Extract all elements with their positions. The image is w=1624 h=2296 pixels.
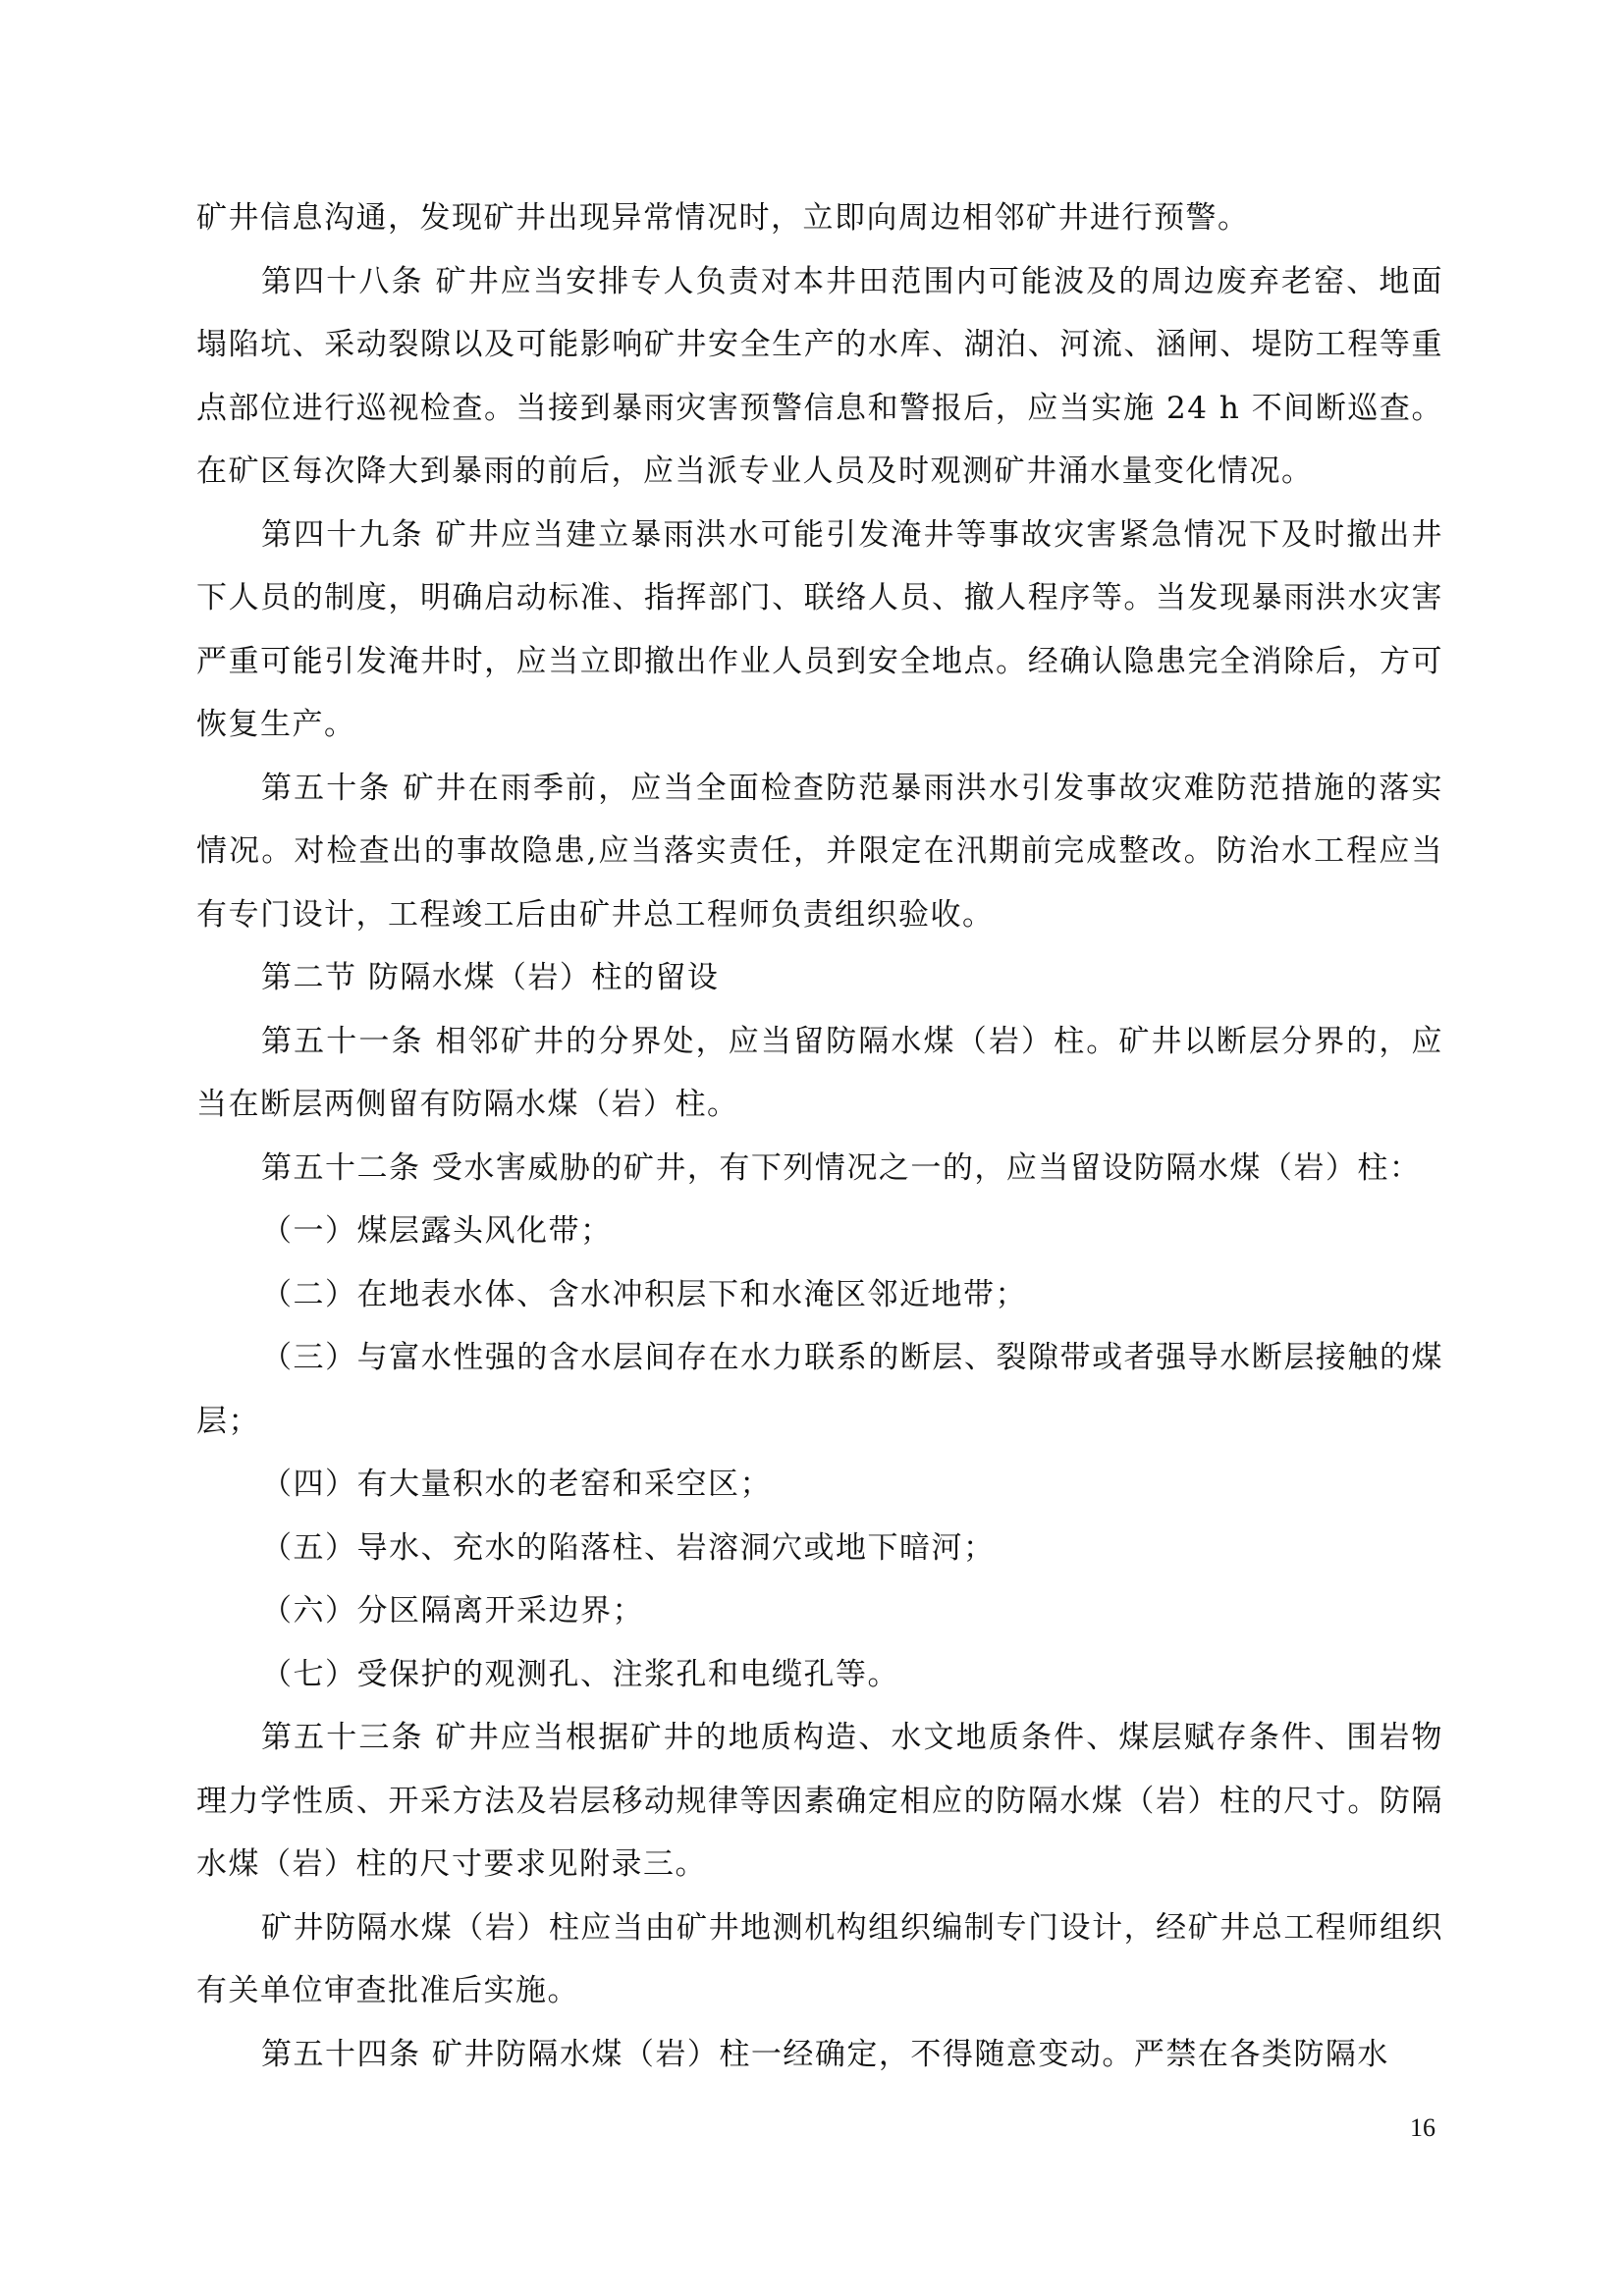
document-body bbox=[196, 187, 1443, 2086]
article-50: 第五十条 矿井在雨季前，应当全面检查防范暴雨洪水引发事故灾难防范措施的落实情况。对检查出的事故隐患,应当落实责任，并限定在汛期前完成整改。防治水工程应当有专门设计，工程竣工后由矿井总工程师负责组织验收。 bbox=[196, 770, 1443, 933]
page-number: 16 bbox=[1410, 2113, 1435, 2142]
list-item-1: （一）煤层露头风化带； bbox=[261, 1213, 613, 1249]
section-heading: 第二节 防隔水煤（岩）柱的留设 bbox=[261, 960, 720, 995]
article-54: 第五十四条 矿井防隔水煤（岩）柱一经确定，不得随意变动。严禁在各类防隔水 bbox=[261, 2036, 1389, 2072]
article-53-design-paragraph: 矿井防隔水煤（岩）柱应当由矿井地测机构组织编制专门设计，经矿井总工程师组织有关单位审查批准后实施。 bbox=[196, 1909, 1443, 2008]
article-48: 第四十八条 矿井应当安排专人负责对本井田范围内可能波及的周边废弃老窑、地面塌陷坑、采动裂隙以及可能影响矿井安全生产的水库、湖泊、河流、涵闸、堤防工程等重点部位进行巡视检查。当接到暴雨灾害预警信息和警报后，应当实施 24 h 不间断巡查。在矿区每次降大到暴雨的前后，应当派专业人员及时观测矿井涌水量变化情况。 bbox=[196, 263, 1443, 489]
list-item-3: （三）与富水性强的含水层间存在水力联系的断层、裂隙带或者强导水断层接触的煤层； bbox=[196, 1340, 1443, 1439]
list-item-5: （五）导水、充水的陷落柱、岩溶洞穴或地下暗河； bbox=[261, 1529, 996, 1566]
list-item-6: （六）分区隔离开采边界； bbox=[261, 1593, 644, 1629]
article-51: 第五十一条 相邻矿井的分界处，应当留防隔水煤（岩）柱。矿井以断层分界的，应当在断层两侧留有防隔水煤（岩）柱。 bbox=[196, 1023, 1443, 1122]
article-49: 第四十九条 矿井应当建立暴雨洪水可能引发淹井等事故灾害紧急情况下及时撤出井下人员的制度，明确启动标准、指挥部门、联络人员、撤人程序等。当发现暴雨洪水灾害严重可能引发淹井时，应当立即撤出作业人员到安全地点。经确认隐患完全消除后，方可恢复生产。 bbox=[196, 516, 1443, 742]
list-item-7: （七）受保护的观测孔、注浆孔和电缆孔等。 bbox=[261, 1656, 899, 1692]
list-item-4: （四）有大量积水的老窑和采空区； bbox=[261, 1467, 772, 1502]
article-53: 第五十三条 矿井应当根据矿井的地质构造、水文地质条件、煤层赋存条件、围岩物理力学性质、开采方法及岩层移动规律等因素确定相应的防隔水煤（岩）柱的尺寸。防隔水煤（岩）柱的尺寸要求见附录三。 bbox=[196, 1720, 1443, 1882]
list-item-2: （二）在地表水体、含水冲积层下和水淹区邻近地带； bbox=[261, 1276, 1027, 1312]
article-52: 第五十二条 受水害威胁的矿井，有下列情况之一的，应当留设防隔水煤（岩）柱： bbox=[261, 1149, 1422, 1186]
paragraph-continuation: 矿井信息沟通，发现矿井出现异常情况时，立即向周边相邻矿井进行预警。 bbox=[196, 200, 1250, 236]
